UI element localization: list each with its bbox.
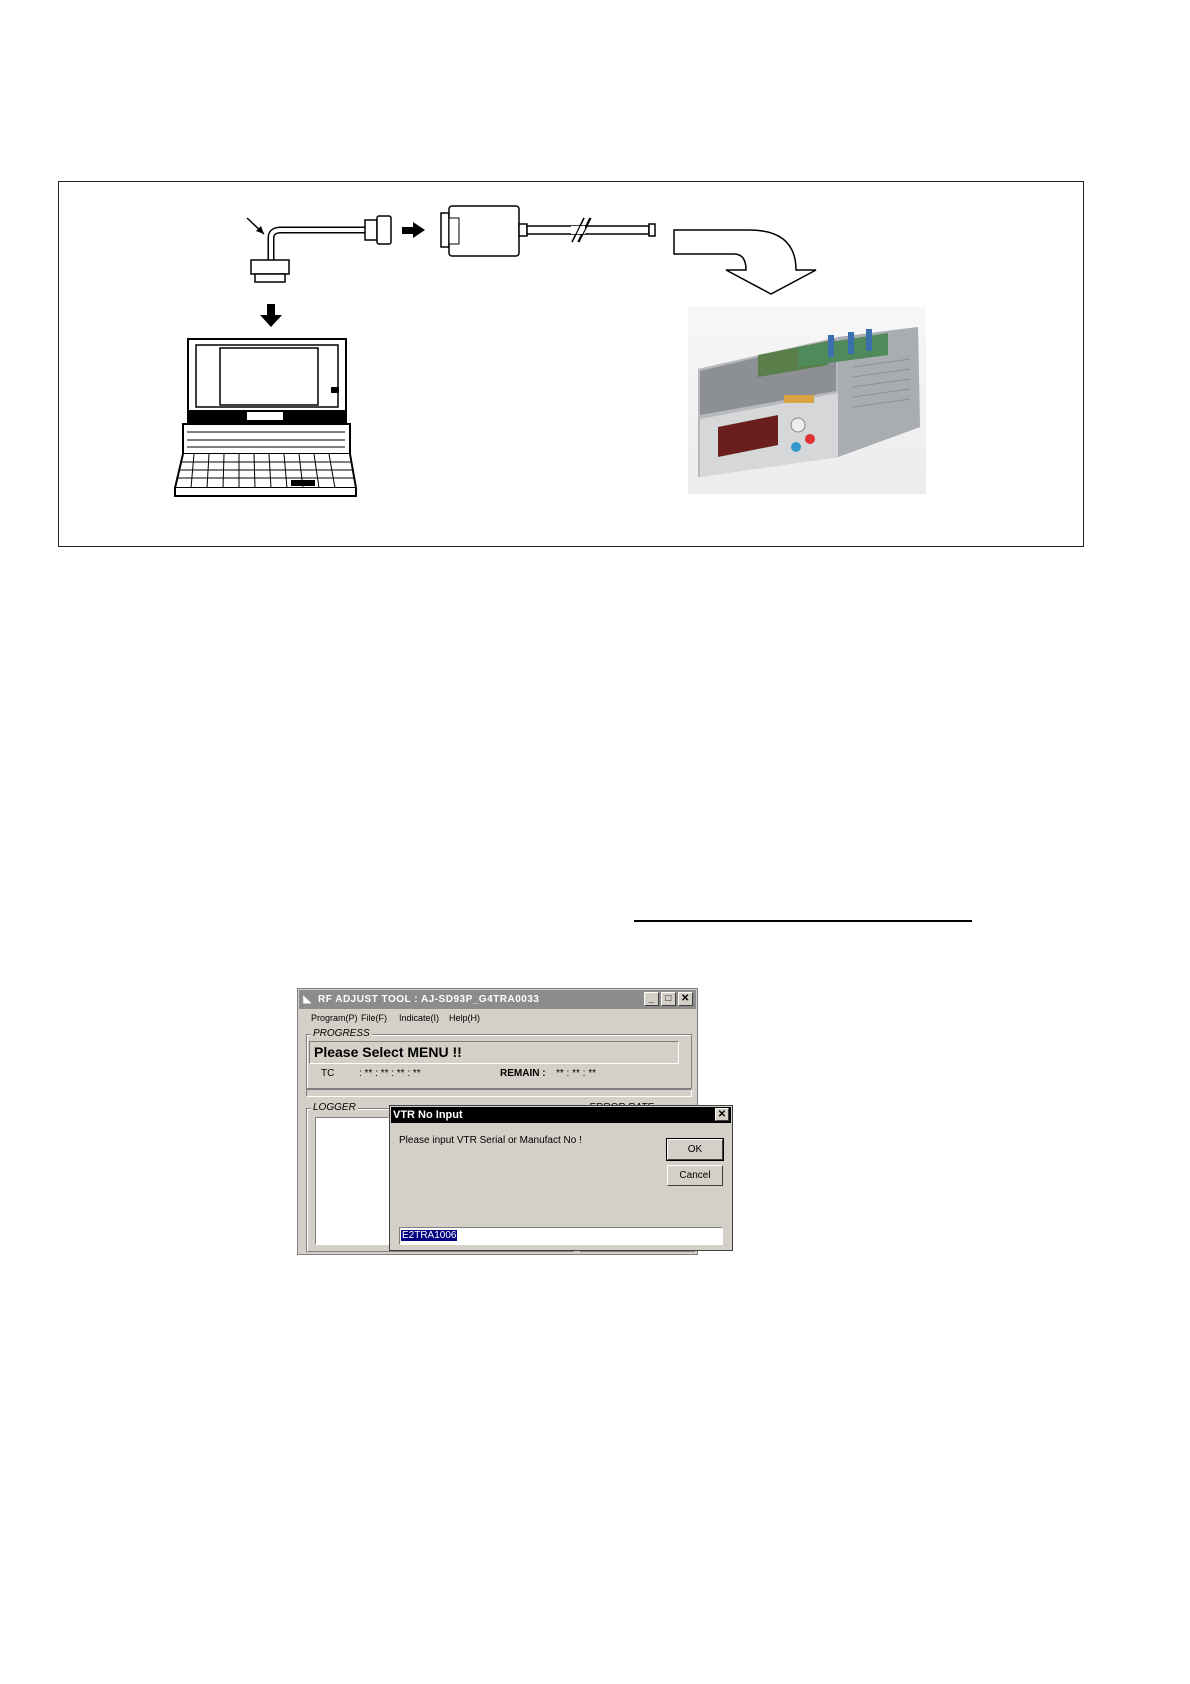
tc-label: TC: [321, 1068, 335, 1079]
logger-list[interactable]: [315, 1117, 389, 1245]
connection-diagram: [58, 181, 1084, 547]
ok-button[interactable]: OK: [667, 1139, 723, 1160]
vtr-no-input-dialog: [389, 1105, 733, 1251]
dialog-close-button[interactable]: ✕: [715, 1108, 729, 1121]
remain-label: REMAIN :: [500, 1068, 546, 1079]
cancel-button[interactable]: Cancel: [667, 1165, 723, 1186]
dialog-titlebar: [391, 1107, 731, 1123]
menu-file[interactable]: File(F): [361, 1013, 387, 1023]
close-button[interactable]: ✕: [678, 992, 693, 1006]
app-title: RF ADJUST TOOL : AJ-SD93P_G4TRA0033: [318, 994, 540, 1005]
progress-label: PROGRESS: [313, 1028, 370, 1039]
status-message: Please Select MENU !!: [309, 1041, 679, 1064]
menu-help[interactable]: Help(H): [449, 1013, 481, 1023]
progress-bar: [306, 1089, 692, 1097]
serial-number-value: E2TRA1006: [402, 1230, 457, 1241]
logger-label: LOGGER: [313, 1102, 356, 1113]
vtr-photo: [688, 307, 926, 494]
serial-number-input[interactable]: [399, 1227, 723, 1245]
dialog-title: VTR No Input: [393, 1109, 463, 1121]
menubar: [300, 1010, 695, 1026]
menu-program[interactable]: Program(P): [311, 1013, 358, 1023]
dialog-message: Please input VTR Serial or Manufact No !: [399, 1135, 582, 1146]
app-titlebar: [299, 990, 696, 1009]
app-icon: ◣: [303, 994, 312, 1005]
laptop-drawing: [175, 339, 356, 496]
connection-diagram-drawing: [59, 182, 1085, 548]
remain-value: ** : ** : **: [556, 1068, 597, 1079]
menu-indicate[interactable]: Indicate(I): [399, 1013, 440, 1023]
minimize-button[interactable]: _: [644, 992, 659, 1006]
tc-value: : ** : ** : ** : **: [359, 1068, 421, 1079]
underline-rule: [634, 920, 972, 922]
maximize-button[interactable]: □: [661, 992, 676, 1006]
